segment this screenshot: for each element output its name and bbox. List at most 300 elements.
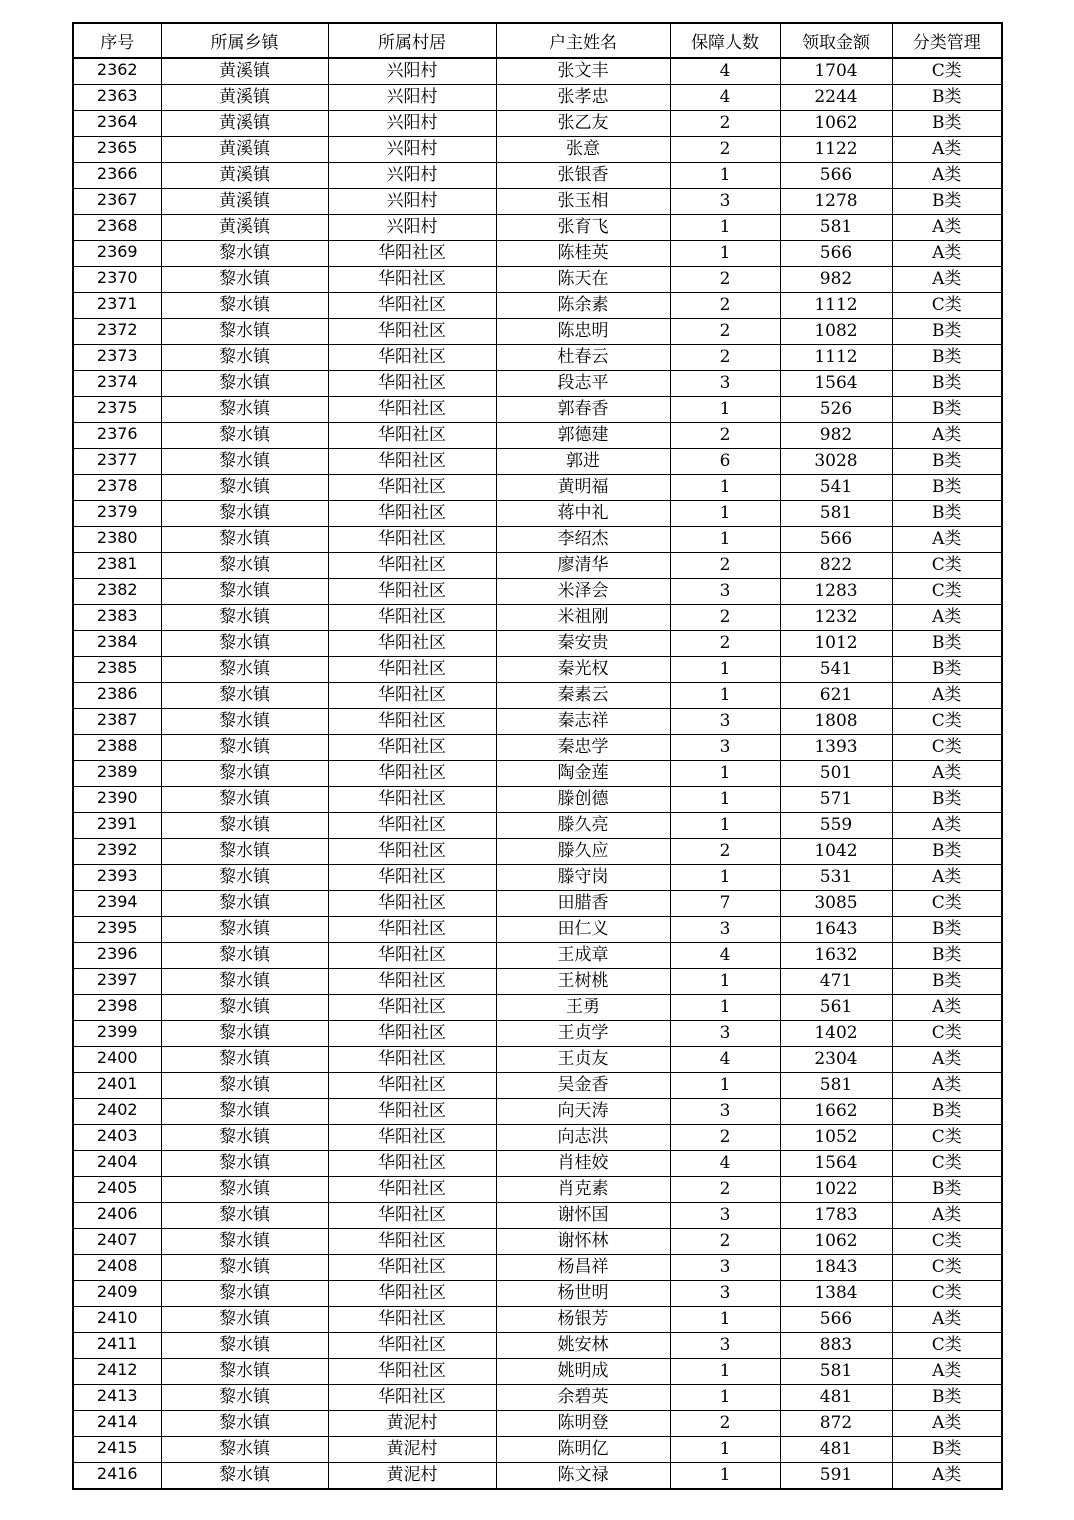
amount-cell: 531 <box>780 865 892 891</box>
serial-cell: 2388 <box>73 735 161 761</box>
table-row <box>73 1463 1002 1490</box>
householder-cell: 张孝忠 <box>496 85 670 111</box>
covered-persons-cell: 2 <box>670 1177 780 1203</box>
township-cell: 黎水镇 <box>161 1281 328 1307</box>
covered-persons-cell: 2 <box>670 293 780 319</box>
header-village: 所属村居 <box>328 23 496 58</box>
amount-cell: 2304 <box>780 1047 892 1073</box>
amount-cell: 872 <box>780 1411 892 1437</box>
header-covered-persons: 保障人数 <box>670 23 780 58</box>
category-cell: B类 <box>892 1099 1002 1125</box>
village-cell: 华阳社区 <box>328 813 496 839</box>
village-cell: 华阳社区 <box>328 501 496 527</box>
table-row <box>73 527 1002 553</box>
category-cell: B类 <box>892 631 1002 657</box>
village-cell: 华阳社区 <box>328 969 496 995</box>
covered-persons-cell: 1 <box>670 475 780 501</box>
table-row <box>73 215 1002 241</box>
serial-cell: 2415 <box>73 1437 161 1463</box>
category-cell: C类 <box>892 579 1002 605</box>
table-row <box>73 1021 1002 1047</box>
table-row <box>73 657 1002 683</box>
householder-cell: 陈余素 <box>496 293 670 319</box>
village-cell: 华阳社区 <box>328 891 496 917</box>
householder-cell: 秦志祥 <box>496 709 670 735</box>
township-cell: 黎水镇 <box>161 1463 328 1490</box>
table-row <box>73 1411 1002 1437</box>
header-category: 分类管理 <box>892 23 1002 58</box>
serial-cell: 2397 <box>73 969 161 995</box>
village-cell: 华阳社区 <box>328 1307 496 1333</box>
serial-cell: 2372 <box>73 319 161 345</box>
category-cell: C类 <box>892 1281 1002 1307</box>
village-cell: 华阳社区 <box>328 943 496 969</box>
header-amount: 领取金额 <box>780 23 892 58</box>
table-row <box>73 1255 1002 1281</box>
village-cell: 兴阳村 <box>328 215 496 241</box>
category-cell: A类 <box>892 267 1002 293</box>
village-cell: 华阳社区 <box>328 527 496 553</box>
township-cell: 黎水镇 <box>161 1021 328 1047</box>
serial-cell: 2407 <box>73 1229 161 1255</box>
village-cell: 兴阳村 <box>328 163 496 189</box>
amount-cell: 2244 <box>780 85 892 111</box>
category-cell: B类 <box>892 85 1002 111</box>
serial-cell: 2389 <box>73 761 161 787</box>
table-row <box>73 267 1002 293</box>
village-cell: 华阳社区 <box>328 1177 496 1203</box>
table-row <box>73 423 1002 449</box>
table-row <box>73 345 1002 371</box>
covered-persons-cell: 1 <box>670 1073 780 1099</box>
township-cell: 黎水镇 <box>161 891 328 917</box>
amount-cell: 1082 <box>780 319 892 345</box>
amount-cell: 581 <box>780 1359 892 1385</box>
village-cell: 兴阳村 <box>328 85 496 111</box>
serial-cell: 2400 <box>73 1047 161 1073</box>
table-row <box>73 1047 1002 1073</box>
table-row <box>73 1073 1002 1099</box>
covered-persons-cell: 1 <box>670 1437 780 1463</box>
amount-cell: 566 <box>780 163 892 189</box>
serial-cell: 2369 <box>73 241 161 267</box>
covered-persons-cell: 1 <box>670 1307 780 1333</box>
householder-cell: 张银香 <box>496 163 670 189</box>
category-cell: C类 <box>892 1333 1002 1359</box>
covered-persons-cell: 2 <box>670 423 780 449</box>
householder-cell: 滕创德 <box>496 787 670 813</box>
village-cell: 华阳社区 <box>328 735 496 761</box>
amount-cell: 3028 <box>780 449 892 475</box>
table-row <box>73 1177 1002 1203</box>
table-body <box>73 58 1002 1489</box>
amount-cell: 1704 <box>780 58 892 85</box>
amount-cell: 1283 <box>780 579 892 605</box>
covered-persons-cell: 7 <box>670 891 780 917</box>
amount-cell: 591 <box>780 1463 892 1490</box>
township-cell: 黄溪镇 <box>161 111 328 137</box>
township-cell: 黎水镇 <box>161 631 328 657</box>
householder-cell: 滕久亮 <box>496 813 670 839</box>
category-cell: B类 <box>892 1385 1002 1411</box>
covered-persons-cell: 3 <box>670 1281 780 1307</box>
township-cell: 黎水镇 <box>161 501 328 527</box>
amount-cell: 1843 <box>780 1255 892 1281</box>
table-row <box>73 85 1002 111</box>
township-cell: 黎水镇 <box>161 761 328 787</box>
village-cell: 华阳社区 <box>328 1021 496 1047</box>
householder-cell: 谢怀国 <box>496 1203 670 1229</box>
covered-persons-cell: 2 <box>670 1411 780 1437</box>
covered-persons-cell: 2 <box>670 631 780 657</box>
township-cell: 黎水镇 <box>161 397 328 423</box>
township-cell: 黎水镇 <box>161 1307 328 1333</box>
householder-cell: 王贞友 <box>496 1047 670 1073</box>
village-cell: 华阳社区 <box>328 553 496 579</box>
householder-cell: 蒋中礼 <box>496 501 670 527</box>
category-cell: A类 <box>892 1359 1002 1385</box>
serial-cell: 2367 <box>73 189 161 215</box>
table-row <box>73 579 1002 605</box>
category-cell: C类 <box>892 1229 1002 1255</box>
householder-cell: 段志平 <box>496 371 670 397</box>
category-cell: C类 <box>892 709 1002 735</box>
amount-cell: 1632 <box>780 943 892 969</box>
householder-cell: 姚明成 <box>496 1359 670 1385</box>
category-cell: A类 <box>892 605 1002 631</box>
table-row <box>73 683 1002 709</box>
covered-persons-cell: 1 <box>670 865 780 891</box>
householder-cell: 田仁义 <box>496 917 670 943</box>
householder-cell: 廖清华 <box>496 553 670 579</box>
householder-cell: 向天涛 <box>496 1099 670 1125</box>
covered-persons-cell: 2 <box>670 137 780 163</box>
amount-cell: 561 <box>780 995 892 1021</box>
covered-persons-cell: 2 <box>670 1125 780 1151</box>
amount-cell: 566 <box>780 1307 892 1333</box>
township-cell: 黎水镇 <box>161 579 328 605</box>
amount-cell: 982 <box>780 267 892 293</box>
serial-cell: 2399 <box>73 1021 161 1047</box>
serial-cell: 2409 <box>73 1281 161 1307</box>
covered-persons-cell: 3 <box>670 709 780 735</box>
serial-cell: 2368 <box>73 215 161 241</box>
covered-persons-cell: 3 <box>670 1203 780 1229</box>
village-cell: 黄泥村 <box>328 1437 496 1463</box>
township-cell: 黎水镇 <box>161 1229 328 1255</box>
householder-cell: 李绍杰 <box>496 527 670 553</box>
category-cell: B类 <box>892 1177 1002 1203</box>
village-cell: 兴阳村 <box>328 189 496 215</box>
village-cell: 华阳社区 <box>328 397 496 423</box>
category-cell: C类 <box>892 1151 1002 1177</box>
village-cell: 华阳社区 <box>328 683 496 709</box>
covered-persons-cell: 3 <box>670 371 780 397</box>
township-cell: 黎水镇 <box>161 449 328 475</box>
category-cell: A类 <box>892 527 1002 553</box>
covered-persons-cell: 1 <box>670 995 780 1021</box>
township-cell: 黎水镇 <box>161 371 328 397</box>
householder-cell: 杨昌祥 <box>496 1255 670 1281</box>
amount-cell: 559 <box>780 813 892 839</box>
serial-cell: 2396 <box>73 943 161 969</box>
serial-cell: 2405 <box>73 1177 161 1203</box>
village-cell: 兴阳村 <box>328 137 496 163</box>
table-row <box>73 475 1002 501</box>
covered-persons-cell: 1 <box>670 969 780 995</box>
householder-cell: 余碧英 <box>496 1385 670 1411</box>
covered-persons-cell: 6 <box>670 449 780 475</box>
category-cell: C类 <box>892 58 1002 85</box>
category-cell: B类 <box>892 111 1002 137</box>
village-cell: 华阳社区 <box>328 761 496 787</box>
serial-cell: 2416 <box>73 1463 161 1490</box>
amount-cell: 1808 <box>780 709 892 735</box>
village-cell: 华阳社区 <box>328 293 496 319</box>
township-cell: 黎水镇 <box>161 1177 328 1203</box>
category-cell: A类 <box>892 423 1002 449</box>
township-cell: 黎水镇 <box>161 605 328 631</box>
village-cell: 华阳社区 <box>328 1099 496 1125</box>
householder-cell: 王勇 <box>496 995 670 1021</box>
serial-cell: 2384 <box>73 631 161 657</box>
covered-persons-cell: 4 <box>670 943 780 969</box>
table-row <box>73 163 1002 189</box>
covered-persons-cell: 1 <box>670 787 780 813</box>
covered-persons-cell: 4 <box>670 58 780 85</box>
serial-cell: 2410 <box>73 1307 161 1333</box>
amount-cell: 1232 <box>780 605 892 631</box>
table-row <box>73 319 1002 345</box>
householder-cell: 秦素云 <box>496 683 670 709</box>
category-cell: B类 <box>892 1437 1002 1463</box>
amount-cell: 501 <box>780 761 892 787</box>
serial-cell: 2414 <box>73 1411 161 1437</box>
table-row <box>73 1151 1002 1177</box>
serial-cell: 2387 <box>73 709 161 735</box>
covered-persons-cell: 2 <box>670 605 780 631</box>
covered-persons-cell: 1 <box>670 397 780 423</box>
covered-persons-cell: 1 <box>670 501 780 527</box>
township-cell: 黎水镇 <box>161 527 328 553</box>
table-row <box>73 839 1002 865</box>
amount-cell: 1564 <box>780 371 892 397</box>
table-row <box>73 1385 1002 1411</box>
householder-cell: 王成章 <box>496 943 670 969</box>
householder-cell: 杨银芳 <box>496 1307 670 1333</box>
category-cell: A类 <box>892 163 1002 189</box>
category-cell: A类 <box>892 1203 1002 1229</box>
township-cell: 黎水镇 <box>161 319 328 345</box>
table-row <box>73 1437 1002 1463</box>
householder-cell: 秦安贵 <box>496 631 670 657</box>
township-cell: 黎水镇 <box>161 657 328 683</box>
amount-cell: 1643 <box>780 917 892 943</box>
header-serial: 序号 <box>73 23 161 58</box>
householder-cell: 吴金香 <box>496 1073 670 1099</box>
covered-persons-cell: 1 <box>670 683 780 709</box>
village-cell: 华阳社区 <box>328 1125 496 1151</box>
serial-cell: 2376 <box>73 423 161 449</box>
serial-cell: 2402 <box>73 1099 161 1125</box>
amount-cell: 1783 <box>780 1203 892 1229</box>
amount-cell: 1384 <box>780 1281 892 1307</box>
category-cell: B类 <box>892 657 1002 683</box>
serial-cell: 2404 <box>73 1151 161 1177</box>
township-cell: 黎水镇 <box>161 917 328 943</box>
serial-cell: 2386 <box>73 683 161 709</box>
village-cell: 华阳社区 <box>328 1203 496 1229</box>
table-row <box>73 397 1002 423</box>
covered-persons-cell: 1 <box>670 761 780 787</box>
householder-cell: 滕守岗 <box>496 865 670 891</box>
covered-persons-cell: 2 <box>670 553 780 579</box>
serial-cell: 2394 <box>73 891 161 917</box>
table-row <box>73 761 1002 787</box>
serial-cell: 2398 <box>73 995 161 1021</box>
table-row <box>73 1099 1002 1125</box>
serial-cell: 2408 <box>73 1255 161 1281</box>
amount-cell: 541 <box>780 475 892 501</box>
serial-cell: 2364 <box>73 111 161 137</box>
amount-cell: 541 <box>780 657 892 683</box>
amount-cell: 1393 <box>780 735 892 761</box>
householder-cell: 张文丰 <box>496 58 670 85</box>
covered-persons-cell: 1 <box>670 527 780 553</box>
serial-cell: 2366 <box>73 163 161 189</box>
header-row <box>73 23 1002 58</box>
table-row <box>73 735 1002 761</box>
householder-cell: 肖克素 <box>496 1177 670 1203</box>
amount-cell: 1112 <box>780 345 892 371</box>
serial-cell: 2403 <box>73 1125 161 1151</box>
amount-cell: 1402 <box>780 1021 892 1047</box>
category-cell: B类 <box>892 943 1002 969</box>
village-cell: 华阳社区 <box>328 1385 496 1411</box>
table-row <box>73 1281 1002 1307</box>
table-row <box>73 293 1002 319</box>
category-cell: C类 <box>892 1255 1002 1281</box>
table-row <box>73 501 1002 527</box>
category-cell: A类 <box>892 813 1002 839</box>
village-cell: 华阳社区 <box>328 995 496 1021</box>
township-cell: 黎水镇 <box>161 1411 328 1437</box>
township-cell: 黄溪镇 <box>161 58 328 85</box>
village-cell: 华阳社区 <box>328 319 496 345</box>
householder-cell: 郭德建 <box>496 423 670 449</box>
village-cell: 华阳社区 <box>328 345 496 371</box>
serial-cell: 2411 <box>73 1333 161 1359</box>
householder-cell: 秦忠学 <box>496 735 670 761</box>
village-cell: 华阳社区 <box>328 657 496 683</box>
amount-cell: 982 <box>780 423 892 449</box>
category-cell: A类 <box>892 215 1002 241</box>
table-row <box>73 1203 1002 1229</box>
covered-persons-cell: 1 <box>670 241 780 267</box>
covered-persons-cell: 3 <box>670 1021 780 1047</box>
township-cell: 黎水镇 <box>161 839 328 865</box>
householder-cell: 陈桂英 <box>496 241 670 267</box>
covered-persons-cell: 3 <box>670 917 780 943</box>
township-cell: 黎水镇 <box>161 735 328 761</box>
township-cell: 黎水镇 <box>161 1151 328 1177</box>
township-cell: 黎水镇 <box>161 1437 328 1463</box>
township-cell: 黎水镇 <box>161 1359 328 1385</box>
village-cell: 华阳社区 <box>328 267 496 293</box>
table-row <box>73 137 1002 163</box>
amount-cell: 822 <box>780 553 892 579</box>
township-cell: 黎水镇 <box>161 787 328 813</box>
category-cell: B类 <box>892 917 1002 943</box>
householder-cell: 米泽会 <box>496 579 670 605</box>
covered-persons-cell: 2 <box>670 111 780 137</box>
village-cell: 华阳社区 <box>328 865 496 891</box>
amount-cell: 883 <box>780 1333 892 1359</box>
householder-cell: 陈忠明 <box>496 319 670 345</box>
table-row <box>73 709 1002 735</box>
householder-cell: 向志洪 <box>496 1125 670 1151</box>
amount-cell: 1062 <box>780 1229 892 1255</box>
township-cell: 黎水镇 <box>161 423 328 449</box>
householder-cell: 米祖刚 <box>496 605 670 631</box>
householder-cell: 陈明亿 <box>496 1437 670 1463</box>
householder-cell: 张玉相 <box>496 189 670 215</box>
category-cell: B类 <box>892 839 1002 865</box>
township-cell: 黎水镇 <box>161 943 328 969</box>
village-cell: 华阳社区 <box>328 787 496 813</box>
township-cell: 黎水镇 <box>161 475 328 501</box>
category-cell: B类 <box>892 787 1002 813</box>
covered-persons-cell: 2 <box>670 345 780 371</box>
table-row <box>73 1307 1002 1333</box>
table-row <box>73 995 1002 1021</box>
covered-persons-cell: 4 <box>670 85 780 111</box>
category-cell: C类 <box>892 553 1002 579</box>
village-cell: 华阳社区 <box>328 839 496 865</box>
township-cell: 黄溪镇 <box>161 85 328 111</box>
amount-cell: 581 <box>780 215 892 241</box>
table-row <box>73 631 1002 657</box>
serial-cell: 2395 <box>73 917 161 943</box>
serial-cell: 2380 <box>73 527 161 553</box>
amount-cell: 581 <box>780 501 892 527</box>
householder-cell: 陈天在 <box>496 267 670 293</box>
householder-cell: 陶金莲 <box>496 761 670 787</box>
serial-cell: 2406 <box>73 1203 161 1229</box>
serial-cell: 2378 <box>73 475 161 501</box>
amount-cell: 1662 <box>780 1099 892 1125</box>
covered-persons-cell: 1 <box>670 1359 780 1385</box>
householder-cell: 杨世明 <box>496 1281 670 1307</box>
serial-cell: 2365 <box>73 137 161 163</box>
village-cell: 华阳社区 <box>328 1255 496 1281</box>
amount-cell: 1122 <box>780 137 892 163</box>
covered-persons-cell: 1 <box>670 163 780 189</box>
header-township: 所属乡镇 <box>161 23 328 58</box>
table-row <box>73 891 1002 917</box>
serial-cell: 2412 <box>73 1359 161 1385</box>
village-cell: 华阳社区 <box>328 371 496 397</box>
category-cell: A类 <box>892 1047 1002 1073</box>
householder-cell: 王贞学 <box>496 1021 670 1047</box>
village-cell: 黄泥村 <box>328 1411 496 1437</box>
category-cell: C类 <box>892 1125 1002 1151</box>
serial-cell: 2413 <box>73 1385 161 1411</box>
serial-cell: 2377 <box>73 449 161 475</box>
amount-cell: 526 <box>780 397 892 423</box>
category-cell: A类 <box>892 137 1002 163</box>
covered-persons-cell: 2 <box>670 839 780 865</box>
